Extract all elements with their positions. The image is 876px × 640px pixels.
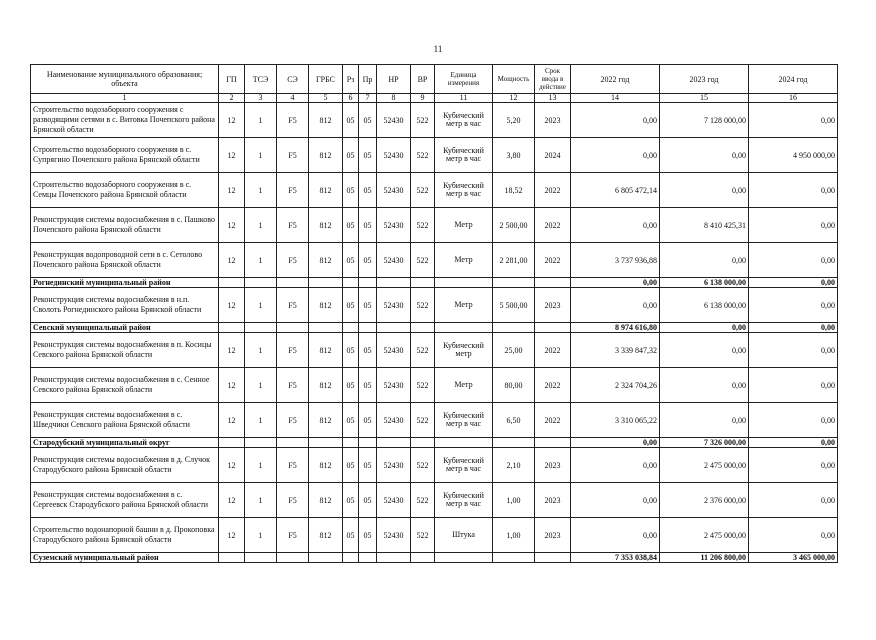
cell-power: 80,00 — [493, 368, 535, 403]
cell-se: F5 — [277, 403, 309, 438]
cell-y2022: 0,00 — [571, 518, 660, 553]
group-total-y2022: 8 974 616,80 — [571, 323, 660, 333]
cell-nr: 52430 — [377, 138, 411, 173]
empty-cell — [245, 323, 277, 333]
cell-name: Реконструкция системы водоснабжения в с. Сергеевск Стародубского района Брянской области — [31, 483, 219, 518]
cell-term: 2022 — [535, 403, 571, 438]
cell-grbs: 812 — [309, 368, 343, 403]
cell-tse: 1 — [245, 103, 277, 138]
column-number-cell: 7 — [359, 94, 377, 103]
cell-se: F5 — [277, 173, 309, 208]
cell-y2022: 2 324 704,26 — [571, 368, 660, 403]
header-name: Наименование муниципального образования; объекта — [31, 65, 219, 94]
cell-nr: 52430 — [377, 208, 411, 243]
cell-y2022: 0,00 — [571, 103, 660, 138]
cell-y2024: 0,00 — [749, 333, 838, 368]
cell-term: 2022 — [535, 243, 571, 278]
header-term: Срок ввода в действие — [535, 65, 571, 94]
cell-name: Реконструкция системы водоснабжения в д. Случок Стародубского района Брянской области — [31, 448, 219, 483]
cell-y2023: 6 138 000,00 — [660, 288, 749, 323]
cell-term: 2022 — [535, 173, 571, 208]
table-row — [31, 483, 838, 518]
group-total-y2022: 7 353 038,84 — [571, 553, 660, 563]
cell-power: 1,00 — [493, 483, 535, 518]
column-number-cell: 16 — [749, 94, 838, 103]
cell-vr: 522 — [411, 173, 435, 208]
cell-term: 2024 — [535, 138, 571, 173]
header-gp: ГП — [219, 65, 245, 94]
column-number-cell: 15 — [660, 94, 749, 103]
empty-cell — [277, 278, 309, 288]
empty-cell — [435, 278, 493, 288]
empty-cell — [359, 553, 377, 563]
empty-cell — [377, 553, 411, 563]
group-row — [31, 553, 838, 563]
cell-gp: 12 — [219, 518, 245, 553]
cell-y2022: 0,00 — [571, 208, 660, 243]
cell-power: 6,50 — [493, 403, 535, 438]
empty-cell — [493, 553, 535, 563]
cell-y2024: 0,00 — [749, 173, 838, 208]
group-total-y2024: 0,00 — [749, 323, 838, 333]
empty-cell — [277, 553, 309, 563]
cell-name: Реконструкция системы водоснабжения в с. Пашково Почепского района Брянской области — [31, 208, 219, 243]
table-row — [31, 208, 838, 243]
cell-y2022: 3 339 847,32 — [571, 333, 660, 368]
cell-y2023: 0,00 — [660, 403, 749, 438]
cell-grbs: 812 — [309, 403, 343, 438]
empty-cell — [219, 438, 245, 448]
cell-power: 18,52 — [493, 173, 535, 208]
empty-cell — [411, 438, 435, 448]
cell-term: 2022 — [535, 333, 571, 368]
cell-grbs: 812 — [309, 288, 343, 323]
cell-tse: 1 — [245, 448, 277, 483]
group-total-y2023: 0,00 — [660, 323, 749, 333]
cell-y2022: 0,00 — [571, 288, 660, 323]
cell-rz: 05 — [343, 138, 359, 173]
cell-y2024: 0,00 — [749, 448, 838, 483]
column-number-cell: 8 — [377, 94, 411, 103]
cell-power: 5 500,00 — [493, 288, 535, 323]
page-number: 11 — [433, 44, 443, 54]
cell-unit: Кубический метр в час — [435, 138, 493, 173]
cell-name: Реконструкция системы водоснабжения в с. Сенное Севского района Брянской области — [31, 368, 219, 403]
cell-unit: Метр — [435, 288, 493, 323]
cell-grbs: 812 — [309, 173, 343, 208]
cell-se: F5 — [277, 138, 309, 173]
cell-name: Строительство водозаборного сооружения с разводящими сетями в с. Витовка Почепского района Брянской области — [31, 103, 219, 138]
cell-term: 2022 — [535, 208, 571, 243]
cell-vr: 522 — [411, 368, 435, 403]
group-name: Стародубский муниципальный округ — [31, 438, 219, 448]
cell-se: F5 — [277, 208, 309, 243]
cell-pr: 05 — [359, 518, 377, 553]
cell-unit: Кубический метр в час — [435, 448, 493, 483]
cell-tse: 1 — [245, 403, 277, 438]
cell-grbs: 812 — [309, 483, 343, 518]
cell-rz: 05 — [343, 368, 359, 403]
column-number-row — [31, 94, 838, 103]
cell-se: F5 — [277, 103, 309, 138]
empty-cell — [219, 553, 245, 563]
cell-y2024: 0,00 — [749, 368, 838, 403]
cell-y2024: 0,00 — [749, 483, 838, 518]
empty-cell — [411, 323, 435, 333]
cell-grbs: 812 — [309, 208, 343, 243]
cell-name: Строительство водозаборного сооружения в с. Семцы Почепского района Брянской области — [31, 173, 219, 208]
cell-unit: Кубический метр в час — [435, 483, 493, 518]
cell-gp: 12 — [219, 368, 245, 403]
cell-unit: Метр — [435, 368, 493, 403]
empty-cell — [359, 323, 377, 333]
cell-grbs: 812 — [309, 103, 343, 138]
group-name: Севский муниципальный район — [31, 323, 219, 333]
group-total-y2023: 7 326 000,00 — [660, 438, 749, 448]
header-row — [31, 65, 838, 94]
cell-name: Реконструкция водопроводной сети в с. Сетолово Почепского района Брянской области — [31, 243, 219, 278]
cell-grbs: 812 — [309, 243, 343, 278]
empty-cell — [309, 323, 343, 333]
cell-vr: 522 — [411, 448, 435, 483]
group-total-y2024: 3 465 000,00 — [749, 553, 838, 563]
empty-cell — [343, 278, 359, 288]
empty-cell — [493, 438, 535, 448]
empty-cell — [435, 438, 493, 448]
cell-se: F5 — [277, 518, 309, 553]
cell-y2023: 8 410 425,31 — [660, 208, 749, 243]
column-number-cell: 11 — [435, 94, 493, 103]
empty-cell — [359, 438, 377, 448]
empty-cell — [277, 323, 309, 333]
cell-gp: 12 — [219, 403, 245, 438]
column-number-cell: 2 — [219, 94, 245, 103]
group-row — [31, 278, 838, 288]
table-row — [31, 518, 838, 553]
group-total-y2024: 0,00 — [749, 438, 838, 448]
column-number-cell: 12 — [493, 94, 535, 103]
empty-cell — [219, 323, 245, 333]
cell-rz: 05 — [343, 173, 359, 208]
table-row — [31, 173, 838, 208]
cell-power: 2 281,00 — [493, 243, 535, 278]
table-row — [31, 333, 838, 368]
table-row — [31, 403, 838, 438]
cell-name: Реконструкция системы водоснабжения в н.п. Сволоть Рогнединского района Брянской области — [31, 288, 219, 323]
cell-pr: 05 — [359, 403, 377, 438]
table-row — [31, 288, 838, 323]
header-unit: Единица измерения — [435, 65, 493, 94]
cell-y2024: 0,00 — [749, 288, 838, 323]
header-2022: 2022 год — [571, 65, 660, 94]
cell-rz: 05 — [343, 288, 359, 323]
cell-pr: 05 — [359, 368, 377, 403]
cell-unit: Метр — [435, 243, 493, 278]
empty-cell — [245, 278, 277, 288]
cell-gp: 12 — [219, 103, 245, 138]
empty-cell — [343, 323, 359, 333]
cell-y2023: 0,00 — [660, 243, 749, 278]
cell-name: Строительство водозаборного сооружения в с. Супрягино Почепского района Брянской области — [31, 138, 219, 173]
cell-y2024: 4 950 000,00 — [749, 138, 838, 173]
cell-se: F5 — [277, 483, 309, 518]
header-power: Мощность — [493, 65, 535, 94]
cell-nr: 52430 — [377, 448, 411, 483]
group-name: Суземский муниципальный район — [31, 553, 219, 563]
cell-rz: 05 — [343, 103, 359, 138]
table-row — [31, 103, 838, 138]
empty-cell — [343, 438, 359, 448]
cell-y2023: 7 128 000,00 — [660, 103, 749, 138]
cell-pr: 05 — [359, 333, 377, 368]
cell-rz: 05 — [343, 208, 359, 243]
column-number-cell: 6 — [343, 94, 359, 103]
cell-gp: 12 — [219, 138, 245, 173]
cell-nr: 52430 — [377, 288, 411, 323]
cell-y2023: 2 475 000,00 — [660, 448, 749, 483]
cell-tse: 1 — [245, 518, 277, 553]
table-row — [31, 448, 838, 483]
empty-cell — [245, 553, 277, 563]
cell-tse: 1 — [245, 138, 277, 173]
empty-cell — [309, 278, 343, 288]
cell-grbs: 812 — [309, 138, 343, 173]
cell-se: F5 — [277, 448, 309, 483]
cell-gp: 12 — [219, 333, 245, 368]
cell-vr: 522 — [411, 403, 435, 438]
cell-pr: 05 — [359, 208, 377, 243]
cell-vr: 522 — [411, 243, 435, 278]
column-number-cell: 14 — [571, 94, 660, 103]
cell-nr: 52430 — [377, 103, 411, 138]
cell-power: 3,80 — [493, 138, 535, 173]
cell-tse: 1 — [245, 243, 277, 278]
cell-power: 1,00 — [493, 518, 535, 553]
cell-y2024: 0,00 — [749, 403, 838, 438]
empty-cell — [535, 438, 571, 448]
cell-nr: 52430 — [377, 403, 411, 438]
cell-vr: 522 — [411, 103, 435, 138]
cell-name: Реконструкция системы водоснабжения в с. Шведчики Севского района Брянской области — [31, 403, 219, 438]
cell-pr: 05 — [359, 173, 377, 208]
cell-pr: 05 — [359, 243, 377, 278]
cell-y2022: 0,00 — [571, 483, 660, 518]
cell-y2022: 3 310 065,22 — [571, 403, 660, 438]
cell-unit: Кубический метр в час — [435, 103, 493, 138]
group-row — [31, 323, 838, 333]
header-2023: 2023 год — [660, 65, 749, 94]
cell-y2024: 0,00 — [749, 243, 838, 278]
cell-y2022: 3 737 936,88 — [571, 243, 660, 278]
cell-rz: 05 — [343, 333, 359, 368]
empty-cell — [411, 278, 435, 288]
cell-y2024: 0,00 — [749, 518, 838, 553]
empty-cell — [535, 323, 571, 333]
cell-gp: 12 — [219, 243, 245, 278]
group-row — [31, 438, 838, 448]
empty-cell — [435, 553, 493, 563]
column-number-cell: 3 — [245, 94, 277, 103]
group-total-y2022: 0,00 — [571, 438, 660, 448]
cell-rz: 05 — [343, 403, 359, 438]
cell-y2022: 0,00 — [571, 138, 660, 173]
cell-vr: 522 — [411, 483, 435, 518]
cell-term: 2023 — [535, 518, 571, 553]
cell-rz: 05 — [343, 243, 359, 278]
empty-cell — [245, 438, 277, 448]
cell-y2023: 0,00 — [660, 138, 749, 173]
cell-y2023: 0,00 — [660, 368, 749, 403]
cell-y2022: 6 805 472,14 — [571, 173, 660, 208]
empty-cell — [493, 323, 535, 333]
table-body — [31, 103, 838, 563]
empty-cell — [411, 553, 435, 563]
cell-nr: 52430 — [377, 173, 411, 208]
header-vr: ВР — [411, 65, 435, 94]
header-2024: 2024 год — [749, 65, 838, 94]
cell-grbs: 812 — [309, 448, 343, 483]
column-number-cell: 9 — [411, 94, 435, 103]
cell-vr: 522 — [411, 288, 435, 323]
cell-y2023: 2 475 000,00 — [660, 518, 749, 553]
objects-table — [30, 64, 838, 563]
cell-pr: 05 — [359, 103, 377, 138]
cell-term: 2023 — [535, 483, 571, 518]
empty-cell — [309, 438, 343, 448]
header-nr: НР — [377, 65, 411, 94]
cell-vr: 522 — [411, 138, 435, 173]
column-number-cell: 5 — [309, 94, 343, 103]
cell-se: F5 — [277, 288, 309, 323]
cell-se: F5 — [277, 243, 309, 278]
group-total-y2024: 0,00 — [749, 278, 838, 288]
cell-tse: 1 — [245, 483, 277, 518]
cell-name: Реконструкция системы водоснабжения в п. Косицы Севского района Брянской области — [31, 333, 219, 368]
cell-power: 2,10 — [493, 448, 535, 483]
cell-nr: 52430 — [377, 483, 411, 518]
cell-pr: 05 — [359, 288, 377, 323]
empty-cell — [219, 278, 245, 288]
cell-pr: 05 — [359, 483, 377, 518]
empty-cell — [377, 278, 411, 288]
cell-term: 2023 — [535, 288, 571, 323]
group-total-y2023: 11 206 800,00 — [660, 553, 749, 563]
cell-tse: 1 — [245, 368, 277, 403]
group-name: Рогнединский муниципальный район — [31, 278, 219, 288]
cell-y2023: 0,00 — [660, 173, 749, 208]
table-row — [31, 243, 838, 278]
cell-tse: 1 — [245, 208, 277, 243]
cell-nr: 52430 — [377, 518, 411, 553]
cell-gp: 12 — [219, 483, 245, 518]
cell-y2023: 2 376 000,00 — [660, 483, 749, 518]
cell-power: 2 500,00 — [493, 208, 535, 243]
cell-pr: 05 — [359, 448, 377, 483]
cell-unit: Кубический метр в час — [435, 173, 493, 208]
header-se: СЭ — [277, 65, 309, 94]
cell-y2023: 0,00 — [660, 333, 749, 368]
cell-nr: 52430 — [377, 243, 411, 278]
empty-cell — [359, 278, 377, 288]
cell-grbs: 812 — [309, 333, 343, 368]
cell-y2024: 0,00 — [749, 208, 838, 243]
empty-cell — [343, 553, 359, 563]
column-number-cell: 1 — [31, 94, 219, 103]
cell-rz: 05 — [343, 518, 359, 553]
cell-vr: 522 — [411, 208, 435, 243]
cell-unit: Кубический метр в час — [435, 403, 493, 438]
group-total-y2023: 6 138 000,00 — [660, 278, 749, 288]
cell-pr: 05 — [359, 138, 377, 173]
empty-cell — [377, 438, 411, 448]
cell-term: 2023 — [535, 448, 571, 483]
empty-cell — [435, 323, 493, 333]
cell-tse: 1 — [245, 333, 277, 368]
cell-y2022: 0,00 — [571, 448, 660, 483]
table-row — [31, 368, 838, 403]
cell-tse: 1 — [245, 173, 277, 208]
empty-cell — [535, 553, 571, 563]
cell-power: 5,20 — [493, 103, 535, 138]
cell-gp: 12 — [219, 173, 245, 208]
cell-unit: Штука — [435, 518, 493, 553]
empty-cell — [493, 278, 535, 288]
group-total-y2022: 0,00 — [571, 278, 660, 288]
cell-se: F5 — [277, 333, 309, 368]
empty-cell — [309, 553, 343, 563]
column-number-cell: 4 — [277, 94, 309, 103]
cell-gp: 12 — [219, 288, 245, 323]
cell-unit: Кубический метр — [435, 333, 493, 368]
cell-vr: 522 — [411, 333, 435, 368]
empty-cell — [377, 323, 411, 333]
cell-grbs: 812 — [309, 518, 343, 553]
cell-name: Строительство водонапорной башни в д. Прокоповка Стародубского района Брянской области — [31, 518, 219, 553]
table-row — [31, 138, 838, 173]
empty-cell — [277, 438, 309, 448]
cell-rz: 05 — [343, 448, 359, 483]
cell-vr: 522 — [411, 518, 435, 553]
header-pr: Пр — [359, 65, 377, 94]
cell-y2024: 0,00 — [749, 103, 838, 138]
header-rz: Рз — [343, 65, 359, 94]
header-grbs: ГРБС — [309, 65, 343, 94]
cell-gp: 12 — [219, 448, 245, 483]
empty-cell — [535, 278, 571, 288]
cell-rz: 05 — [343, 483, 359, 518]
cell-nr: 52430 — [377, 368, 411, 403]
header-tse: ТСЭ — [245, 65, 277, 94]
cell-term: 2022 — [535, 368, 571, 403]
cell-nr: 52430 — [377, 333, 411, 368]
cell-tse: 1 — [245, 288, 277, 323]
cell-unit: Метр — [435, 208, 493, 243]
cell-gp: 12 — [219, 208, 245, 243]
cell-power: 25,00 — [493, 333, 535, 368]
cell-term: 2023 — [535, 103, 571, 138]
column-number-cell: 13 — [535, 94, 571, 103]
cell-se: F5 — [277, 368, 309, 403]
